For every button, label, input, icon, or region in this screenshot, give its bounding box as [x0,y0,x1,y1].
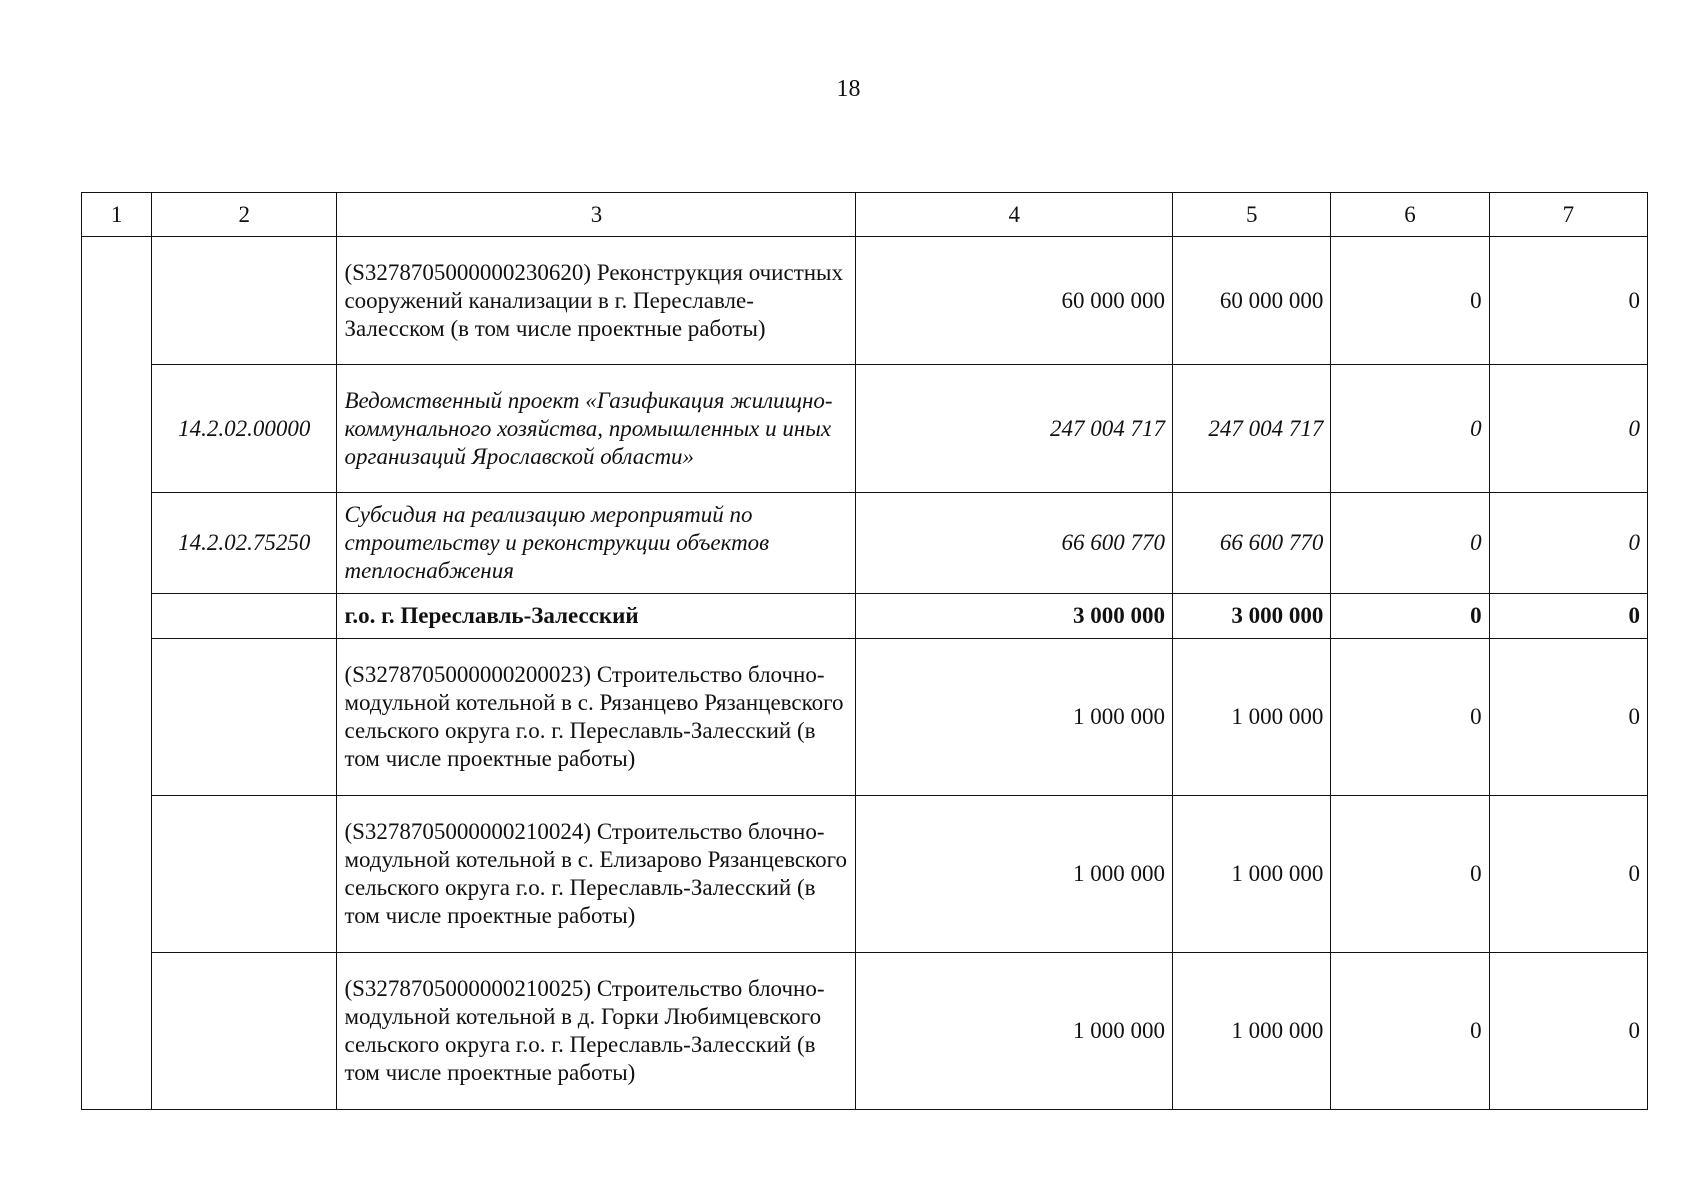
code-cell [152,796,337,953]
page-number: 18 [836,76,861,102]
value-cell-4: 1 000 000 [856,639,1173,796]
value-cell-6: 0 [1331,493,1489,594]
name-cell: (S3278705000000210025) Строительство блочно-модульной котельной в д. Горки Любимцевского сельского округа г.о. г. Переславль-Залесский (в том числе проектные работы) [337,953,856,1110]
table-row [82,237,1648,365]
table-row [82,953,1648,1110]
value-cell-6: 0 [1331,237,1489,365]
value-cell-7: 0 [1489,796,1647,953]
header-cell-2: 2 [152,193,337,237]
value-cell-5: 66 600 770 [1173,493,1331,594]
budget-table [81,192,1648,1110]
value-cell-4: 247 004 717 [856,365,1173,493]
value-cell-7: 0 [1489,953,1647,1110]
value-cell-4: 66 600 770 [856,493,1173,594]
value-cell-7: 0 [1489,493,1647,594]
header-cell-7: 7 [1489,193,1647,237]
name-cell: Ведомственный проект «Газификация жилищно-коммунального хозяйства, промышленных и иных организаций Ярославской области» [337,365,856,493]
name-cell: (S3278705000000230620) Реконструкция очистных сооружений канализации в г. Переславле-Залесском (в том числе проектные работы) [337,237,856,365]
header-cell-4: 4 [856,193,1173,237]
value-cell-7: 0 [1489,594,1647,639]
name-cell: г.о. г. Переславль-Залесский [337,594,856,639]
value-cell-7: 0 [1489,237,1647,365]
table-row [82,493,1648,594]
name-cell: (S3278705000000210024) Строительство блочно-модульной котельной в с. Елизарово Рязанцевского сельского округа г.о. г. Переславль-Залесский (в том числе проектные работы) [337,796,856,953]
table-row [82,594,1648,639]
value-cell-4: 1 000 000 [856,796,1173,953]
header-cell-1: 1 [82,193,152,237]
header-cell-5: 5 [1173,193,1331,237]
table-row [82,639,1648,796]
name-cell: (S3278705000000200023) Строительство блочно-модульной котельной в с. Рязанцево Рязанцевского сельского округа г.о. г. Переславль-Залесский (в том числе проектные работы) [337,639,856,796]
value-cell-4: 1 000 000 [856,953,1173,1110]
value-cell-5: 1 000 000 [1173,796,1331,953]
code-cell [152,953,337,1110]
table-row [82,796,1648,953]
value-cell-5: 3 000 000 [1173,594,1331,639]
value-cell-6: 0 [1331,796,1489,953]
value-cell-6: 0 [1331,365,1489,493]
value-cell-6: 0 [1331,639,1489,796]
value-cell-5: 247 004 717 [1173,365,1331,493]
merged-col1-cell [82,237,152,1110]
name-cell: Субсидия на реализацию мероприятий по строительству и реконструкции объектов теплоснабжения [337,493,856,594]
value-cell-7: 0 [1489,639,1647,796]
value-cell-5: 1 000 000 [1173,639,1331,796]
code-cell [152,639,337,796]
value-cell-5: 60 000 000 [1173,237,1331,365]
value-cell-4: 3 000 000 [856,594,1173,639]
header-row [82,193,1648,237]
code-cell: 14.2.02.00000 [152,365,337,493]
value-cell-6: 0 [1331,594,1489,639]
header-cell-3: 3 [337,193,856,237]
code-cell: 14.2.02.75250 [152,493,337,594]
value-cell-6: 0 [1331,953,1489,1110]
code-cell [152,594,337,639]
value-cell-7: 0 [1489,365,1647,493]
table-row [82,365,1648,493]
value-cell-4: 60 000 000 [856,237,1173,365]
code-cell [152,237,337,365]
header-cell-6: 6 [1331,193,1489,237]
value-cell-5: 1 000 000 [1173,953,1331,1110]
